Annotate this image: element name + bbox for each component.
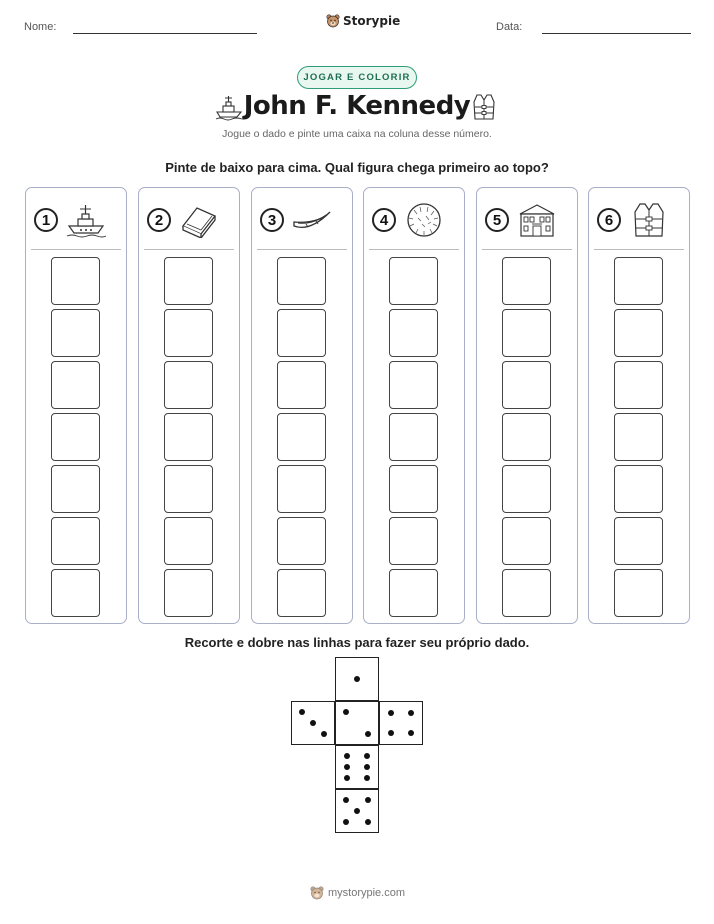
die-pip (388, 730, 394, 736)
color-box[interactable] (614, 517, 663, 565)
color-box[interactable] (51, 413, 100, 461)
color-box[interactable] (51, 309, 100, 357)
die-pip (354, 808, 360, 814)
color-box[interactable] (51, 517, 100, 565)
bear-logo-icon (310, 886, 324, 900)
color-box[interactable] (502, 309, 551, 357)
die-pip (343, 819, 349, 825)
instruction-top: Pinte de baixo para cima. Qual figura chega primeiro ao topo? (165, 160, 549, 175)
die-pip (365, 797, 371, 803)
die-pip (354, 676, 360, 682)
column-number: 3 (260, 208, 284, 232)
color-box[interactable] (502, 517, 551, 565)
color-box[interactable] (164, 257, 213, 305)
color-box[interactable] (389, 569, 438, 617)
column-divider (257, 249, 347, 250)
color-box[interactable] (389, 465, 438, 513)
brand-logo (326, 14, 400, 28)
color-box[interactable] (502, 413, 551, 461)
die-pip (344, 764, 350, 770)
color-box[interactable] (277, 465, 326, 513)
column-number: 5 (485, 208, 509, 232)
color-box[interactable] (277, 517, 326, 565)
color-box[interactable] (164, 517, 213, 565)
die-pip (365, 819, 371, 825)
date-line (542, 33, 691, 34)
color-box[interactable] (164, 413, 213, 461)
die-pip (408, 710, 414, 716)
die-face-1[interactable] (335, 657, 379, 701)
footer-url: mystorypie.com (328, 887, 406, 899)
subtitle: Jogue o dado e pinte uma caixa na coluna desse número. (222, 128, 492, 140)
color-box[interactable] (164, 569, 213, 617)
book-icon (179, 202, 219, 238)
die-pip (299, 709, 305, 715)
color-box[interactable] (502, 465, 551, 513)
life-vest-icon (629, 202, 669, 238)
color-box[interactable] (51, 569, 100, 617)
color-box[interactable] (277, 361, 326, 409)
color-box[interactable] (614, 569, 663, 617)
column-header (260, 200, 344, 240)
instruction-bottom: Recorte e dobre nas linhas para fazer seu próprio dado. (184, 635, 530, 650)
footer (310, 886, 405, 900)
house-icon (517, 202, 557, 238)
column-divider (31, 249, 121, 250)
color-box[interactable] (614, 465, 663, 513)
activity-badge: JOGAR E COLORIR (297, 66, 417, 89)
column-5 (476, 187, 578, 624)
color-box[interactable] (614, 361, 663, 409)
color-box[interactable] (277, 257, 326, 305)
column-divider (482, 249, 572, 250)
color-box[interactable] (51, 465, 100, 513)
die-pip (343, 797, 349, 803)
color-box[interactable] (502, 569, 551, 617)
column-header (147, 200, 231, 240)
color-box[interactable] (389, 361, 438, 409)
page-title: John F. Kennedy (243, 91, 471, 121)
color-box[interactable] (502, 361, 551, 409)
column-header (34, 200, 118, 240)
column-number: 6 (597, 208, 621, 232)
column-3 (251, 187, 353, 624)
column-divider (369, 249, 459, 250)
color-box[interactable] (502, 257, 551, 305)
die-pip (364, 764, 370, 770)
ship-icon (66, 202, 106, 238)
column-6 (588, 187, 690, 624)
color-box[interactable] (51, 257, 100, 305)
column-number: 1 (34, 208, 58, 232)
die-face-5[interactable] (335, 789, 379, 833)
column-header (597, 200, 681, 240)
color-box[interactable] (51, 361, 100, 409)
color-box[interactable] (389, 257, 438, 305)
die-pip (364, 753, 370, 759)
bear-logo-icon (326, 14, 340, 28)
color-box[interactable] (164, 361, 213, 409)
die-face-2[interactable] (335, 701, 379, 745)
die-face-4[interactable] (379, 701, 423, 745)
color-box[interactable] (389, 413, 438, 461)
die-pip (344, 753, 350, 759)
die-pip (364, 775, 370, 781)
color-box[interactable] (389, 309, 438, 357)
color-box[interactable] (614, 309, 663, 357)
die-pip (408, 730, 414, 736)
column-2 (138, 187, 240, 624)
column-divider (144, 249, 234, 250)
die-face-6[interactable] (335, 745, 379, 789)
die-pip (310, 720, 316, 726)
name-label: Nome: (24, 21, 57, 33)
color-box[interactable] (614, 257, 663, 305)
die-face-3[interactable] (291, 701, 335, 745)
die-pip (343, 709, 349, 715)
column-1 (25, 187, 127, 624)
name-line (73, 33, 257, 34)
die-pip (388, 710, 394, 716)
column-4 (363, 187, 465, 624)
color-box[interactable] (277, 309, 326, 357)
die-pip (344, 775, 350, 781)
column-divider (594, 249, 684, 250)
column-number: 2 (147, 208, 171, 232)
date-label: Data: (496, 21, 523, 33)
color-box[interactable] (614, 413, 663, 461)
color-box[interactable] (389, 517, 438, 565)
color-box[interactable] (164, 309, 213, 357)
column-number: 4 (372, 208, 396, 232)
coconut-icon (404, 202, 444, 238)
die-pip (321, 731, 327, 737)
color-box[interactable] (277, 569, 326, 617)
brand-name: Storypie (343, 14, 401, 28)
life-vest-icon (469, 92, 499, 122)
column-header (372, 200, 456, 240)
canoe-icon (292, 202, 332, 238)
color-box[interactable] (164, 465, 213, 513)
die-pip (365, 731, 371, 737)
color-box[interactable] (277, 413, 326, 461)
column-header (485, 200, 569, 240)
